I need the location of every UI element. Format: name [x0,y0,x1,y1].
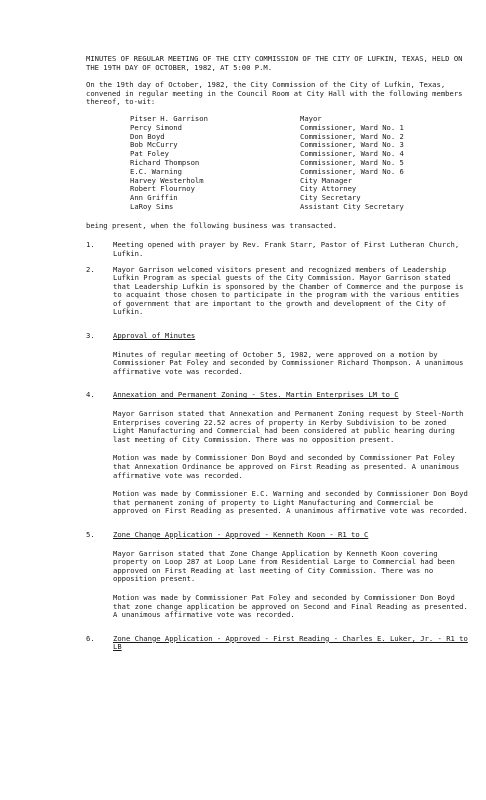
item-number: 1. [86,240,95,250]
agenda-item-5 [86,531,470,620]
item-heading: Zone Change Application - Approved - Kenneth Koon - R1 to C [113,529,369,539]
attendee-title: Mayor [300,113,322,123]
attendee-name: Harvey Westerholm [130,175,204,185]
attendee-title: Commissioner, Ward No. 5 [300,157,404,167]
attendee-name: Pat Foley [130,149,169,159]
attendee-name: Bob McCurry [130,140,178,150]
agenda-item-6 [86,635,470,652]
attendee-title: Assistant City Secretary [300,201,404,211]
item-paragraph: Motion was made by Commissioner E.C. Warning and seconded by Commissioner Don Boyd that permanent zoning of property to Light Manufacturing and Commercial be approved on First Reading as presented. A unanimous affirmative vote was recorded. [113,489,468,516]
item-text: Meeting opened with prayer by Rev. Frank Starr, Pastor of First Lutheran Church, Lufkin. [113,240,460,258]
attendee-title: Commissioner, Ward No. 1 [300,122,404,132]
item-paragraph: Mayor Garrison stated that Annexation and Permanent Zoning request by Steel-North Enterprises covering 22.52 acres of property in Kerby Subdivision to be zoned Light Manufacturing and Commercial had been considered at public hearing during last meeting of City Commission. There was no opposition present. [113,409,464,444]
item-heading: Annexation and Permanent Zoning - Stes. Martin Enterprises LM to C [113,390,399,400]
item-heading: Approval of Minutes [113,331,196,341]
attendee-name: LaRoy Sims [130,201,174,211]
attendee-name: E.C. Warning [130,166,182,176]
minutes-document [86,55,470,659]
attendee-title: Commissioner, Ward No. 4 [300,149,404,159]
attendee-title: City Secretary [300,193,361,203]
agenda-item-4 [86,391,470,516]
attendee-row [130,203,404,212]
attendee-title: Commissioner, Ward No. 6 [300,166,404,176]
item-number: 3. [86,331,95,341]
agenda-item-2 [86,266,470,318]
item-number: 4. [86,390,95,400]
item-number: 6. [86,633,95,643]
attendee-title: Commissioner, Ward No. 2 [300,131,404,141]
item-paragraph: Mayor Garrison stated that Zone Change Application by Kenneth Koon covering property on Loop 287 at Loop Lane from Residential Large to Commercial had been approved on First Reading at last meeting of City Commission. There was no opposition present. [113,548,455,584]
item-text: Mayor Garrison welcomed visitors present and recognized members of Leadership Lufkin Program as special guests of the City Commission. Mayor Garrison stated that Leadership Lufkin is sponsored by the Chamber of Commerce and the purpose is to acquaint those chosen to participate in the program with the various entities of government that are important to the growth and development of the City of Lufkin. [113,264,464,317]
item-paragraph: Minutes of regular meeting of October 5, 1982, were approved on a motion by Commissioner Pat Foley and seconded by Commissioner Richard Thompson. A unanimous affirmative vote was recorded. [113,349,464,376]
attendee-name: Robert Flournoy [130,184,195,194]
document-title: MINUTES OF REGULAR MEETING OF THE CITY COMMISSION OF THE CITY OF LUFKIN, TEXAS, HELD ON THE 19TH DAY OF OCTOBER, 1982, AT 5:00 P.M. [86,54,463,72]
agenda-item-1 [86,241,470,258]
attendee-name: Don Boyd [130,131,165,141]
item-number: 2. [86,264,95,274]
attendee-title: Commissioner, Ward No. 3 [300,140,404,150]
attendee-title: City Attorney [300,184,357,194]
attendee-table [130,115,404,212]
attendee-name: Richard Thompson [130,157,200,167]
item-paragraph: Motion was made by Commissioner Don Boyd and seconded by Commissioner Pat Foley that Annexation Ordinance be approved on First Reading as presented. A unanimous affirmative vote was recorded. [113,453,460,480]
item-paragraph: Motion was made by Commissioner Pat Foley and seconded by Commissioner Don Boyd that zone change application be approved on Second and Final Reading as presented. A unanimous affirmative vote was recorded. [113,592,468,620]
item-heading: Zone Change Application - Approved - First Reading - Charles E. Luker, Jr. - R1 to LB [113,633,468,652]
item-number: 5. [86,529,95,539]
attendee-name: Pitser H. Garrison [130,113,208,123]
attendee-name: Ann Griffin [130,193,178,203]
attendee-title: City Manager [300,175,352,185]
present-statement: being present, when the following business was transacted. [86,220,337,230]
agenda-item-3 [86,332,470,376]
intro-paragraph: On the 19th day of October, 1982, the City Commission of the City of Lufkin, Texas, convened in regular meeting in the Council Room at City Hall with the following members thereof, to-wit: [86,80,463,107]
attendee-name: Percy Simond [130,122,182,132]
